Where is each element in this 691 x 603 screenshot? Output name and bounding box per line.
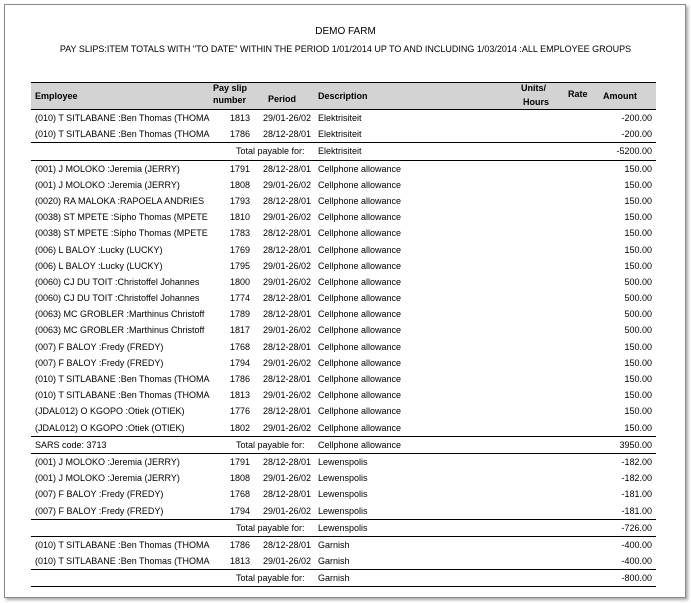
description-cell: Cellphone allowance xyxy=(318,179,402,190)
total-label: Total payable for: xyxy=(236,146,305,157)
pay-slip-cell: 1769 xyxy=(229,244,250,255)
description-cell: Lewenspolis xyxy=(318,489,368,500)
description-cell: Cellphone allowance xyxy=(318,374,402,384)
amount-cell: 150.00 xyxy=(624,195,652,206)
table-row xyxy=(31,470,656,486)
table-row xyxy=(31,209,656,225)
report-title: DEMO FARM xyxy=(315,26,376,37)
period-cell: 28/12-28/01 xyxy=(263,129,312,140)
description-cell: Elektrisiteit xyxy=(318,129,362,140)
amount-cell: 150.00 xyxy=(624,179,652,190)
pay-slip-cell: 1786 xyxy=(229,374,250,384)
table-row xyxy=(31,161,656,177)
description-cell: Cellphone allowance xyxy=(318,422,402,433)
period-cell: 28/12-28/01 xyxy=(263,539,312,550)
period-cell: 28/12-28/01 xyxy=(263,195,312,206)
employee-cell: (007) F BALOY :Fredy (FREDY) xyxy=(35,357,164,368)
total-label: Total payable for: xyxy=(236,522,305,533)
col-description: Description xyxy=(318,91,368,101)
description-cell: Cellphone allowance xyxy=(318,325,402,336)
period-cell: 29/01-26/02 xyxy=(263,357,312,368)
description-cell: Cellphone allowance xyxy=(318,309,402,320)
pay-slip-cell: 1800 xyxy=(229,276,250,287)
amount-cell: -200.00 xyxy=(621,129,652,140)
employee-cell: (001) J MOLOKO :Jeremia (JERRY) xyxy=(35,163,180,174)
table-row xyxy=(31,306,656,322)
period-cell: 28/12-28/01 xyxy=(263,374,312,384)
pay-slip-cell: 1813 xyxy=(229,556,250,567)
description-cell: Cellphone allowance xyxy=(318,244,402,255)
pay-slip-cell: 1808 xyxy=(229,179,250,190)
period-cell: 29/01-26/02 xyxy=(263,260,312,271)
amount-cell: -182.00 xyxy=(621,473,652,484)
sars-code: SARS code: 3713 xyxy=(35,439,107,450)
pay-slip-cell: 1802 xyxy=(229,422,250,433)
total-row xyxy=(31,142,656,160)
table-row xyxy=(31,537,656,553)
pay-slip-cell: 1794 xyxy=(229,505,250,516)
description-cell: Cellphone allowance xyxy=(318,228,402,239)
description-cell: Cellphone allowance xyxy=(318,260,402,271)
period-cell: 29/01-26/02 xyxy=(263,390,312,401)
total-description: Elektrisiteit xyxy=(318,146,362,157)
amount-cell: 150.00 xyxy=(624,212,652,223)
description-cell: Cellphone allowance xyxy=(318,276,402,287)
amount-cell: -400.00 xyxy=(621,539,652,550)
description-cell: Cellphone allowance xyxy=(318,195,402,206)
col-rate: Rate xyxy=(568,89,588,99)
table-row xyxy=(31,420,656,436)
period-cell: 28/12-28/01 xyxy=(263,293,312,304)
col-pay-slip-line2: number xyxy=(213,95,247,105)
col-units-line1: Units/ xyxy=(521,83,547,93)
table-row xyxy=(31,486,656,502)
employee-cell: (0063) MC GROBLER :Marthinus Christoff xyxy=(35,309,205,320)
employee-cell: (010) T SITLABANE :Ben Thomas (THOMA xyxy=(35,113,210,123)
description-cell: Cellphone allowance xyxy=(318,390,402,401)
table-row xyxy=(31,177,656,193)
table-row xyxy=(31,225,656,241)
employee-cell: (007) F BALOY :Fredy (FREDY) xyxy=(35,341,164,352)
amount-cell: -181.00 xyxy=(621,489,652,500)
employee-cell: (007) F BALOY :Fredy (FREDY) xyxy=(35,489,164,500)
amount-cell: -181.00 xyxy=(621,505,652,516)
pay-slip-cell: 1786 xyxy=(229,129,250,140)
amount-cell: 500.00 xyxy=(624,325,652,336)
period-cell: 28/12-28/01 xyxy=(263,244,312,255)
employee-cell: (001) J MOLOKO :Jeremia (JERRY) xyxy=(35,179,180,190)
total-description: Lewenspolis xyxy=(318,522,368,533)
period-cell: 29/01-26/02 xyxy=(263,473,312,484)
employee-cell: (JDAL012) O KGOPO :Otiek (OTIEK) xyxy=(35,406,185,417)
table-row xyxy=(31,110,656,126)
table-row xyxy=(31,290,656,306)
total-label: Total payable for: xyxy=(236,573,305,584)
period-cell: 28/12-28/01 xyxy=(263,163,312,174)
employee-cell: (006) L BALOY :Lucky (LUCKY) xyxy=(35,260,163,271)
employee-cell: (010) T SITLABANE :Ben Thomas (THOMA xyxy=(35,556,210,567)
employee-cell: (0060) CJ DU TOIT :Christoffel Johannes xyxy=(35,276,200,287)
col-employee: Employee xyxy=(35,91,78,101)
pay-slip-cell: 1817 xyxy=(229,325,250,336)
pay-slip-cell: 1768 xyxy=(229,341,250,352)
total-row xyxy=(31,519,656,537)
pay-slip-cell: 1768 xyxy=(229,489,250,500)
total-description: Cellphone allowance xyxy=(318,439,402,450)
table-row xyxy=(31,274,656,290)
pay-slip-cell: 1783 xyxy=(229,228,250,239)
period-cell: 28/12-28/01 xyxy=(263,341,312,352)
employee-cell: (010) T SITLABANE :Ben Thomas (THOMA xyxy=(35,374,210,384)
employee-cell: (JDAL012) O KGOPO :Otiek (OTIEK) xyxy=(35,422,185,433)
report-subtitle: PAY SLIPS:ITEM TOTALS WITH "TO DATE" WITHIN THE PERIOD 1/01/2014 UP TO AND INCLUDING 1/03/2014 :ALL EMPLOYEE GROUPS xyxy=(59,44,632,54)
pay-slip-cell: 1813 xyxy=(229,390,250,401)
description-cell: Garnish xyxy=(318,539,350,550)
employee-cell: (001) J MOLOKO :Jeremia (JERRY) xyxy=(35,456,180,467)
employee-cell: (001) J MOLOKO :Jeremia (JERRY) xyxy=(35,473,180,484)
employee-cell: (0020) RA MALOKA :RAPOELA ANDRIES xyxy=(35,195,205,206)
description-cell: Cellphone allowance xyxy=(318,212,402,223)
amount-cell: 150.00 xyxy=(624,390,652,401)
amount-cell: 150.00 xyxy=(624,422,652,433)
amount-cell: -400.00 xyxy=(621,556,652,567)
pay-slip-cell: 1789 xyxy=(229,309,250,320)
amount-cell: 150.00 xyxy=(624,374,652,384)
total-row xyxy=(31,436,656,454)
total-label: Total payable for: xyxy=(236,439,305,450)
description-cell: Cellphone allowance xyxy=(318,341,402,352)
pay-slip-cell: 1810 xyxy=(229,212,250,223)
description-cell: Lewenspolis xyxy=(318,505,368,516)
table-body xyxy=(31,110,656,587)
total-amount: 3950.00 xyxy=(619,439,652,450)
employee-cell: (007) F BALOY :Fredy (FREDY) xyxy=(35,505,164,516)
period-cell: 28/12-28/01 xyxy=(263,406,312,417)
col-pay-slip-line1: Pay slip xyxy=(213,83,248,93)
table-row xyxy=(31,371,656,387)
employee-cell: (010) T SITLABANE :Ben Thomas (THOMA xyxy=(35,390,210,401)
amount-cell: -182.00 xyxy=(621,456,652,467)
employee-cell: (010) T SITLABANE :Ben Thomas (THOMA xyxy=(35,129,210,140)
employee-cell: (0063) MC GROBLER :Marthinus Christoff xyxy=(35,325,205,336)
total-description: Garnish xyxy=(318,573,350,584)
pay-slip-cell: 1808 xyxy=(229,473,250,484)
pay-slip-cell: 1793 xyxy=(229,195,250,206)
table-row xyxy=(31,126,656,142)
col-units-line2: Hours xyxy=(523,97,550,107)
pay-slip-cell: 1791 xyxy=(229,163,250,174)
description-cell: Lewenspolis xyxy=(318,473,368,484)
table-row xyxy=(31,242,656,258)
table-row xyxy=(31,387,656,403)
period-cell: 28/12-28/01 xyxy=(263,489,312,500)
period-cell: 28/12-28/01 xyxy=(263,228,312,239)
period-cell: 29/01-26/02 xyxy=(263,179,312,190)
total-amount: -5200.00 xyxy=(616,146,652,157)
col-period: Period xyxy=(268,94,297,104)
description-cell: Cellphone allowance xyxy=(318,357,402,368)
employee-cell: (006) L BALOY :Lucky (LUCKY) xyxy=(35,244,163,255)
amount-cell: -200.00 xyxy=(621,113,652,123)
table-row xyxy=(31,258,656,274)
table-row xyxy=(31,355,656,371)
amount-cell: 150.00 xyxy=(624,244,652,255)
period-cell: 29/01-26/02 xyxy=(263,505,312,516)
amount-cell: 500.00 xyxy=(624,309,652,320)
amount-cell: 150.00 xyxy=(624,357,652,368)
pay-slip-cell: 1774 xyxy=(229,293,250,304)
description-cell: Garnish xyxy=(318,556,350,567)
amount-cell: 500.00 xyxy=(624,293,652,304)
description-cell: Cellphone allowance xyxy=(318,406,402,417)
table-row xyxy=(31,193,656,209)
period-cell: 29/01-26/02 xyxy=(263,422,312,433)
period-cell: 29/01-26/02 xyxy=(263,325,312,336)
table-row xyxy=(31,339,656,355)
description-cell: Lewenspolis xyxy=(318,456,368,467)
description-cell: Cellphone allowance xyxy=(318,163,402,174)
amount-cell: 150.00 xyxy=(624,406,652,417)
pay-slip-cell: 1786 xyxy=(229,539,250,550)
employee-cell: (0038) ST MPETE :Sipho Thomas (MPETE xyxy=(35,212,208,223)
pay-slip-cell: 1795 xyxy=(229,260,250,271)
pay-slip-cell: 1794 xyxy=(229,357,250,368)
pay-slip-cell: 1791 xyxy=(229,456,250,467)
amount-cell: 150.00 xyxy=(624,260,652,271)
table-row xyxy=(31,454,656,470)
period-cell: 28/12-28/01 xyxy=(263,456,312,467)
amount-cell: 150.00 xyxy=(624,163,652,174)
description-cell: Cellphone allowance xyxy=(318,293,402,304)
table-row xyxy=(31,403,656,419)
table-row xyxy=(31,503,656,519)
total-amount: -726.00 xyxy=(621,522,652,533)
table-row xyxy=(31,553,656,569)
employee-cell: (0060) CJ DU TOIT :Christoffel Johannes xyxy=(35,293,200,304)
period-cell: 29/01-26/02 xyxy=(263,113,312,123)
col-amount: Amount xyxy=(603,91,637,101)
amount-cell: 150.00 xyxy=(624,228,652,239)
table-row xyxy=(31,322,656,338)
employee-cell: (0038) ST MPETE :Sipho Thomas (MPETE xyxy=(35,228,208,239)
total-row xyxy=(31,569,656,587)
amount-cell: 500.00 xyxy=(624,276,652,287)
amount-cell: 150.00 xyxy=(624,341,652,352)
pay-slip-cell: 1813 xyxy=(229,113,250,123)
description-cell: Elektrisiteit xyxy=(318,113,362,123)
period-cell: 29/01-26/02 xyxy=(263,212,312,223)
total-amount: -800.00 xyxy=(621,573,652,584)
pay-slip-cell: 1776 xyxy=(229,406,250,417)
table-header xyxy=(31,82,656,110)
period-cell: 28/12-28/01 xyxy=(263,309,312,320)
period-cell: 29/01-26/02 xyxy=(263,276,312,287)
employee-cell: (010) T SITLABANE :Ben Thomas (THOMA xyxy=(35,539,210,550)
period-cell: 29/01-26/02 xyxy=(263,556,312,567)
